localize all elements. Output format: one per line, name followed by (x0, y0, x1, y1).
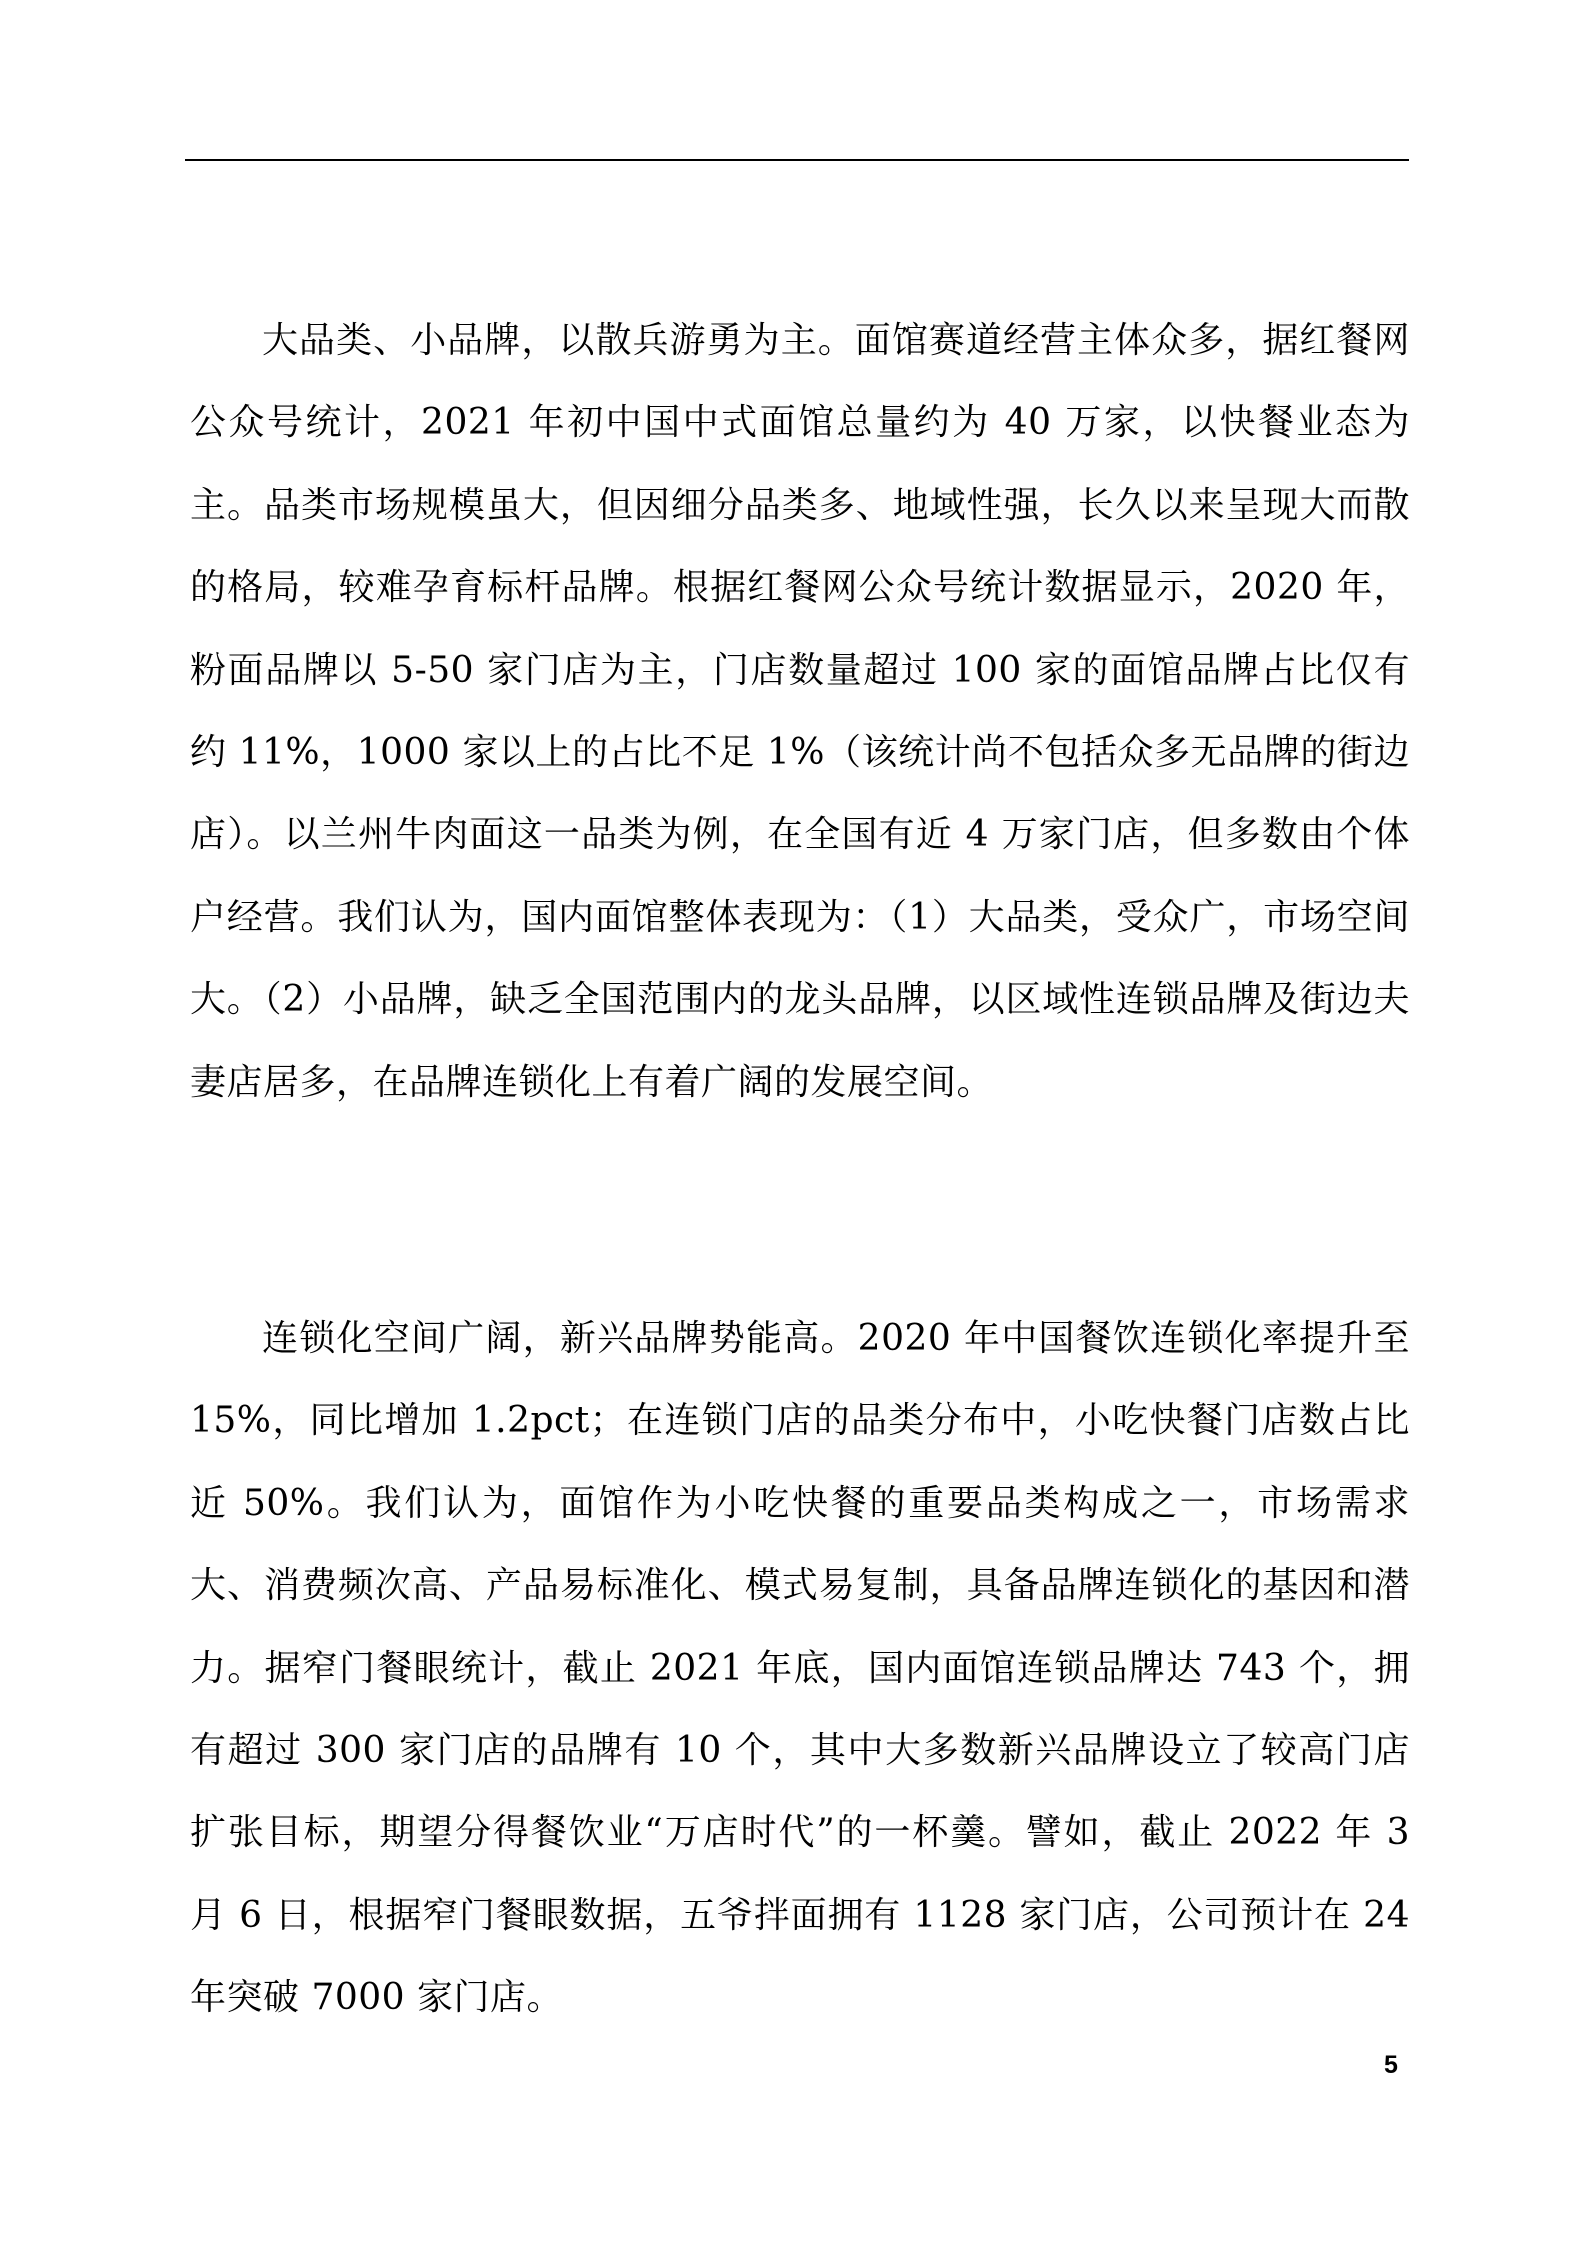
page-number: 5 (1384, 2051, 1398, 2079)
paragraph-noodle-market-structure: 大品类、小品牌，以散兵游勇为主。面馆赛道经营主体众多，据红餐网公众号统计，2021 年初中国中式面馆总量约为 40 万家，以快餐业态为主。品类市场规模虽大，但因细分品类多、地域性强，长久以来呈现大而散的格局，较难孕育标杆品牌。根据红餐网公众号统计数据显示，2020 年，粉面品牌以 5-50 家门店为主，门店数量超过 100 家的面馆品牌占比仅有约 11%，1000 家以上的占比不足 1%（该统计尚不包括众多无品牌的街边店）。以兰州牛肉面这一品类为例，在全国有近 4 万家门店，但多数由个体户经营。我们认为，国内面馆整体表现为：（1）大品类，受众广，市场空间大。（2）小品牌，缺乏全国范围内的龙头品牌，以区域性连锁品牌及街边夫妻店居多，在品牌连锁化上有着广阔的发展空间。 (190, 320, 1410, 1103)
header-rule (185, 159, 1409, 161)
paragraph-chain-expansion: 连锁化空间广阔，新兴品牌势能高。2020 年中国餐饮连锁化率提升至 15%，同比增加 1.2pct；在连锁门店的品类分布中，小吃快餐门店数占比近 50%。我们认为，面馆作为小吃快餐的重要品类构成之一，市场需求大、消费频次高、产品易标准化、模式易复制，具备品牌连锁化的基因和潜力。据窄门餐眼统计，截止 2021 年底，国内面馆连锁品牌达 743 个，拥有超过 300 家门店的品牌有 10 个，其中大多数新兴品牌设立了较高门店扩张目标，期望分得餐饮业“万店时代”的一杯羹。譬如，截止 2022 年 3 月 6 日，根据窄门餐眼数据，五爷拌面拥有 1128 家门店，公司预计在 24 年突破 7000 家门店。 (190, 1318, 1410, 2019)
